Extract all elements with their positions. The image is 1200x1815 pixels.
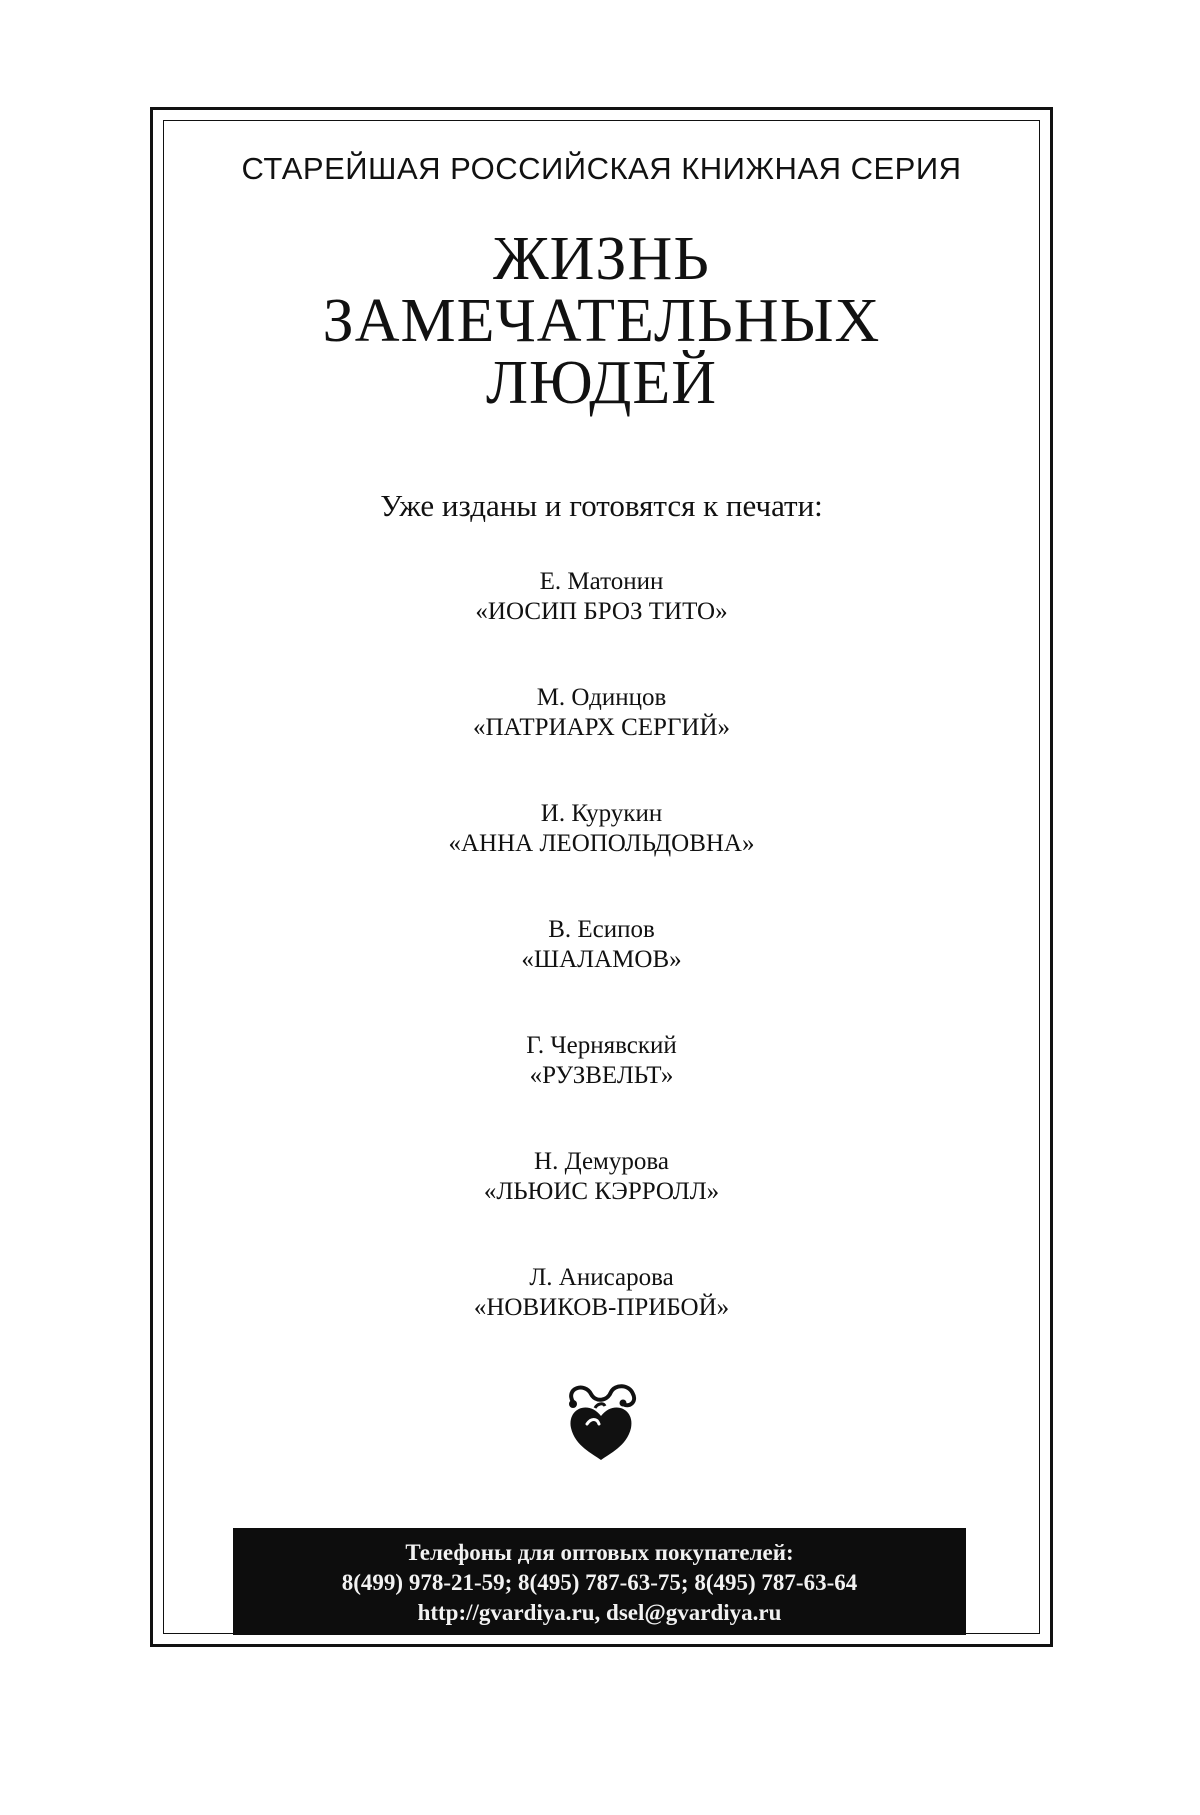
book-title: «ШАЛАМОВ»	[521, 946, 682, 973]
book-title: «ЛЬЮИС КЭРРОЛЛ»	[483, 1178, 720, 1205]
intro-text: Уже изданы и готовятся к печати:	[380, 488, 823, 523]
wholesale-contacts	[233, 1528, 966, 1635]
book-list	[166, 567, 1037, 1379]
book-entry	[166, 1263, 1037, 1379]
book-entry	[166, 1031, 1037, 1147]
book-title: «НОВИКОВ-ПРИБОЙ»	[473, 1294, 730, 1321]
book-author: Н. Демурова	[534, 1148, 669, 1175]
series-title-line: ЗАМЕЧАТЕЛЬНЫХ	[322, 287, 881, 355]
series-title-line: ЖИЗНЬ	[493, 225, 710, 293]
book-title: «ПАТРИАРХ СЕРГИЙ»	[472, 714, 731, 741]
book-author: М. Одинцов	[536, 684, 667, 711]
book-entry	[166, 567, 1037, 683]
book-author: Г. Чернявский	[526, 1032, 677, 1059]
page-content	[166, 123, 1037, 1631]
contacts-phones: 8(499) 978-21-59; 8(495) 787-63-75; 8(495) 787-63-64	[341, 1570, 858, 1595]
series-title	[166, 225, 1037, 417]
contacts-web: http://gvardiya.ru, dsel@gvardiya.ru	[417, 1600, 782, 1625]
publisher-emblem-icon	[561, 1378, 641, 1463]
contacts-heading: Телефоны для оптовых покупателей:	[405, 1540, 794, 1565]
book-entry	[166, 683, 1037, 799]
series-label: СТАРЕЙШАЯ РОССИЙСКАЯ КНИЖНАЯ СЕРИЯ	[241, 151, 962, 186]
book-title: «РУЗВЕЛЬТ»	[529, 1062, 674, 1089]
book-entry	[166, 915, 1037, 1031]
book-author: Л. Анисарова	[529, 1264, 674, 1291]
book-title: «ИОСИП БРОЗ ТИТО»	[475, 598, 728, 625]
book-author: Е. Матонин	[539, 568, 664, 595]
book-entry	[166, 799, 1037, 915]
book-entry	[166, 1147, 1037, 1263]
book-author: В. Есипов	[548, 916, 655, 943]
book-author: И. Курукин	[540, 800, 663, 827]
book-title: «АННА ЛЕОПОЛЬДОВНА»	[448, 830, 755, 857]
series-title-line: ЛЮДЕЙ	[485, 349, 718, 417]
